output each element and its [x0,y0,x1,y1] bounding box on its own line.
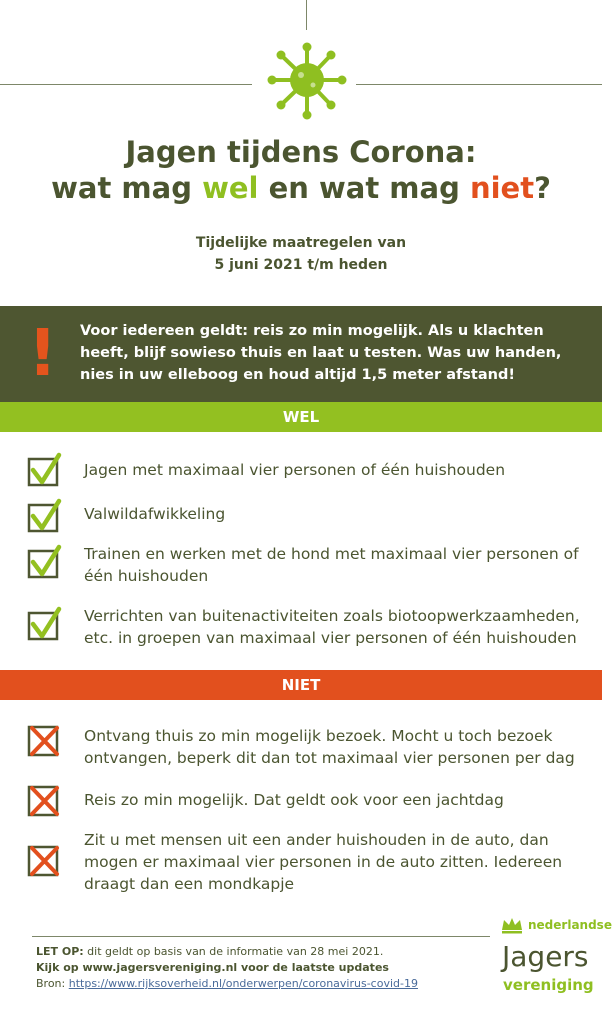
virus-icon [262,40,352,130]
wel-item: Trainen en werken met de hond met maximaal vier personen of één huishouden [84,545,579,585]
warning-panel [0,306,602,402]
title-niet-word: niet [469,171,535,205]
exclamation-icon: ! [28,317,58,391]
footer-updates: Kijk op www.jagersvereniging.nl voor de laatste updates [36,961,389,974]
wel-header: WEL [0,402,602,432]
top-divider-vertical [306,0,307,30]
logo-jagers: Jagers [502,940,589,973]
page-title-line1: Jagen tijdens Corona: [125,135,477,169]
page-title-line2: wat mag wel en wat mag niet? [51,171,551,205]
footer-source: Bron: https://www.rijksoverheid.nl/onderwerpen/coronavirus-covid-19 [36,977,418,990]
top-divider-left [0,84,252,85]
source-link[interactable]: https://www.rijksoverheid.nl/onderwerpen/coronavirus-covid-19 [68,977,418,990]
check-icon [26,606,62,642]
cross-icon [26,842,62,878]
crown-icon [500,916,524,934]
cross-icon [26,782,62,818]
footer-divider [32,936,490,937]
subtitle-line2: 5 juni 2021 t/m heden [214,257,388,273]
niet-item: Ontvang thuis zo min mogelijk bezoek. Mocht u toch bezoek ontvangen, beperk dit dan tot maximaal vier personen per dag [84,727,575,767]
warning-text: Voor iedereen geldt: reis zo min mogelijk. Als u klachten heeft, blijf sowieso thuis en laat u testen. Was uw handen, nies in uw elleboog en houd altijd 1,5 meter afstand! [80,323,562,383]
title-wel-word: wel [202,171,259,205]
logo-vereniging: vereniging [503,976,594,994]
subtitle-line1: Tijdelijke maatregelen van [195,235,407,251]
wel-item: Verrichten van buitenactiviteiten zoals biotoopwerkzaamheden, etc. in groepen van maximaal vier personen of één huishouden [84,607,580,647]
check-icon [26,498,62,534]
wel-item: Jagen met maximaal vier personen of één huishouden [84,461,506,479]
niet-header: NIET [0,670,602,700]
footer-note: LET OP: dit geldt op basis van de informatie van 28 mei 2021. [36,945,384,958]
check-icon [26,544,62,580]
cross-icon [26,722,62,758]
niet-item: Reis zo min mogelijk. Dat geldt ook voor een jachtdag [84,791,504,809]
top-divider-right [356,84,602,85]
logo-nederlandse: nederlandse [528,918,612,932]
check-icon [26,452,62,488]
niet-item: Zit u met mensen uit een ander huishouden in de auto, dan mogen er maximaal vier personen in de auto zitten. Iedereen draagt dan een mondkapje [84,831,563,893]
wel-item: Valwildafwikkeling [84,505,226,523]
